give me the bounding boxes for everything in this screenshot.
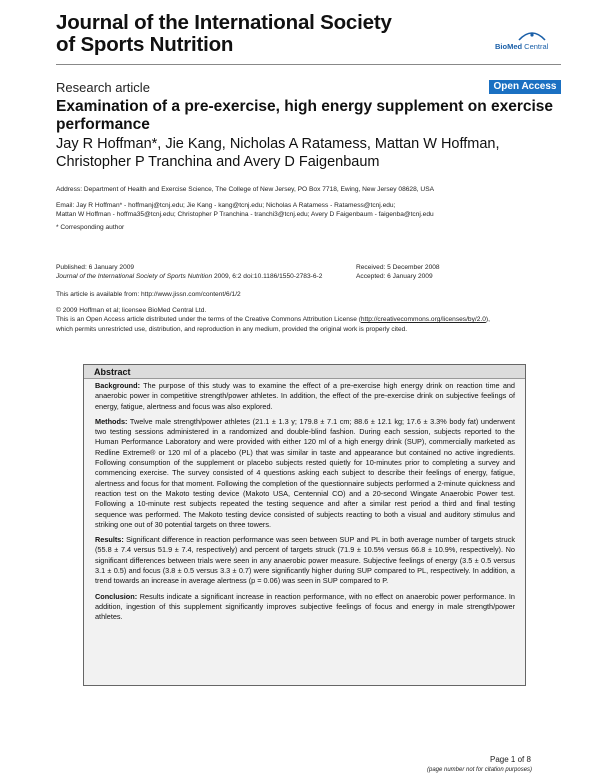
abstract-conclusion xyxy=(95,592,515,623)
page-number: Page 1 of 8 xyxy=(490,755,531,764)
citation-journal: Journal of the International Society of Sports Nutrition xyxy=(56,273,213,281)
page-number-note: (page number not for citation purposes) xyxy=(427,767,533,773)
license-link[interactable]: http://creativecommons.org/licenses/by/2.0 xyxy=(360,316,486,324)
abstract-methods xyxy=(95,417,515,530)
journal-title xyxy=(56,12,476,56)
emails-line1: Email: Jay R Hoffman* - hoffmanj@tcnj.edu; Jie Kang - kang@tcnj.edu; Nicholas A Ratamess - Ratamess@tcnj.edu; xyxy=(56,202,396,209)
logo-arc-icon xyxy=(517,29,547,41)
open-access-badge: Open Access xyxy=(489,80,561,94)
paper-title: Examination of a pre-exercise, high energy supplement on exercise performance xyxy=(56,98,554,133)
author-emails xyxy=(56,201,561,220)
citation xyxy=(56,272,336,281)
logo-text-regular: Central xyxy=(522,42,549,51)
abstract-results xyxy=(95,535,515,586)
copyright: © 2009 Hoffman et al; licensee BioMed Central Ltd. xyxy=(56,307,207,314)
license-suffix: ), xyxy=(485,316,490,324)
logo-text-bold: BioMed xyxy=(495,42,523,51)
license-prefix: This is an Open Access article distributed under the terms of the Creative Commons Attribution License ( xyxy=(56,316,361,324)
results-text: Significant difference in reaction performance was seen between SUP and PL in both average number of targets struck (55.8 ± 7.4 versus 51.9 ± 7.4, respectively) and percent of targets struck (71.9 ± 10.5% versus 66.8 ± 10.9%, respectively). No significant differences between trials were seen in any anaerobic power measure. Subjective feelings of energy (3.5 ± 0.5 versus 3.1 ± 0.5) and focus (3.8 ± 0.5 versus 3.3 ± 0.7) were significantly higher during SUP compared to PL, respectively. In addition, a trend towards an increase in average alertness (p = 0.06) was seen in SUP compared to P. xyxy=(95,535,515,586)
received-date: Received: 5 December 2008 xyxy=(356,264,440,271)
author-address: Address: Department of Health and Exercise Science, The College of New Jersey, PO Box 7718, Ewing, New Jersey 08628, USA xyxy=(56,186,434,193)
publication-info xyxy=(56,263,336,282)
article-type: Research article xyxy=(56,80,150,95)
logo-text xyxy=(495,42,548,51)
abstract-background xyxy=(95,381,515,412)
abstract-box xyxy=(83,364,526,686)
header-divider xyxy=(56,64,561,65)
license-line2: which permits unrestricted use, distribution, and reproduction in any medium, provided the original work is properly cited. xyxy=(56,325,408,333)
background-text: The purpose of this study was to examine the effect of a pre-exercise high energy drink on reaction time and anaerobic power in competitive strength/power athletes. In addition, the effect of the pre-exercise drink on subjective feelings of energy, fatigue, alertness and focus was also explored. xyxy=(95,381,515,411)
conclusion-label: Conclusion: xyxy=(95,591,138,601)
accepted-date: Accepted: 6 January 2009 xyxy=(356,273,433,281)
article-url[interactable]: http://www.jissn.com/content/6/1/2 xyxy=(141,291,241,298)
published-date: Published: 6 January 2009 xyxy=(56,264,135,271)
results-label: Results: xyxy=(95,535,124,545)
abstract-body xyxy=(95,381,515,628)
abstract-heading: Abstract xyxy=(84,365,525,379)
available-prefix: This article is available from: xyxy=(56,291,142,298)
received-accepted xyxy=(356,263,556,282)
methods-text: Twelve male strength/power athletes (21.1 ± 1.3 y; 179.8 ± 7.1 cm; 88.6 ± 12.1 kg; 17.6 ± 3.3% body fat) underwent two testing sessions administered in a randomized and double-blind fashion. During each session, subjects reported to the Human Performance Laboratory and were provided with either 120 ml of a high energy drink (SUP), commercially marketed as Redline Extreme® or 120 ml of a placebo (PL) that was similar in taste and appearance but contained no active ingredients. Following consumption of the supplement or placebo subjects rested quietly for 10-minutes prior to completing a survey and commencing exercise. The survey consisted of 4 questions asking each subject to describe their feelings of energy, fatigue, alertness and focus for that moment. Following the completion of the questionnaire subjects performed a 2-minute quickness and reaction test on the Makoto testing device (Makoto USA, Centennial CO) and a 20-second Wingate Anaerobic Power test. Following a 10-minute rest subjects repeated the testing sequence and after a similar rest period a third and final testing sequence was performed. The Makoto testing device consisted of subjects reacting to both a visual and auditory stimulus and striking one out of 30 potential targets on three towers. xyxy=(95,416,515,529)
corresponding-author-note: * Corresponding author xyxy=(56,224,125,231)
journal-title-line2: of Sports Nutrition xyxy=(56,33,234,56)
license-block xyxy=(56,306,561,334)
conclusion-text: Results indicate a significant increase in reaction performance, with no effect on anaerobic power performance. In addition, ingestion of this supplement significantly improves subjective feelings of focus and energy in male strength/power athletes. xyxy=(95,591,515,622)
author-list: Jay R Hoffman*, Jie Kang, Nicholas A Ratamess, Mattan W Hoffman, Christopher P Tranchina and Avery D Faigenbaum xyxy=(56,136,500,170)
methods-label: Methods: xyxy=(95,416,128,426)
availability xyxy=(56,290,561,299)
journal-title-line1: Journal of the International Society xyxy=(56,11,392,34)
license-line1 xyxy=(56,315,561,324)
citation-rest: 2009, 6:2 doi:10.1186/1550-2783-6-2 xyxy=(212,273,323,281)
emails-line2: Mattan W Hoffman - hoffma35@tcnj.edu; Christopher P Tranchina - tranchi3@tcnj.edu; Avery D Faigenbaum - faigenba@tcnj.edu xyxy=(56,211,434,219)
biomed-central-logo xyxy=(495,28,575,50)
background-label: Background: xyxy=(95,381,140,390)
